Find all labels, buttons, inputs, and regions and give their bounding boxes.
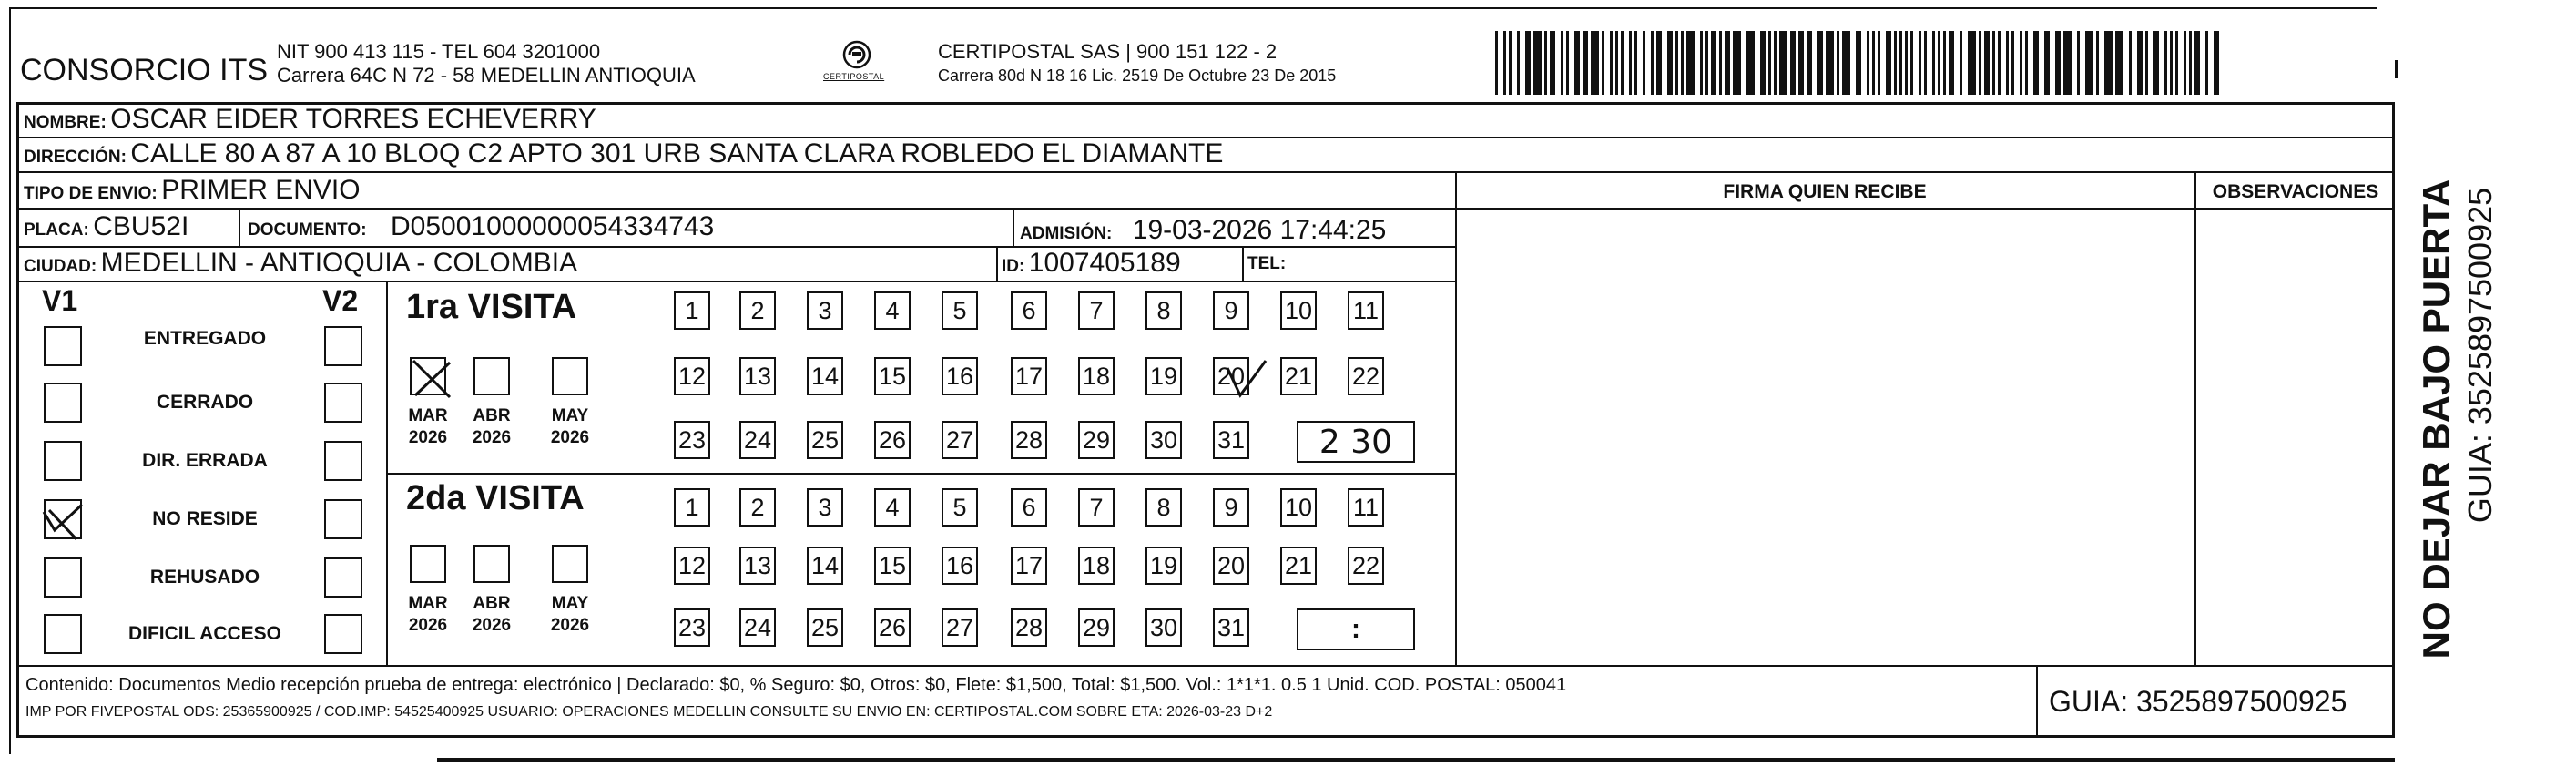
v2-checkbox[interactable] bbox=[324, 441, 362, 481]
carrier-name: CERTIPOSTAL SAS | 900 151 122 - 2 bbox=[938, 40, 1278, 63]
documento-label: DOCUMENTO: bbox=[248, 220, 367, 240]
v2-checkbox[interactable] bbox=[324, 614, 362, 654]
v1-checkbox[interactable] bbox=[44, 326, 82, 366]
mar-first-visit-mark bbox=[410, 357, 453, 405]
tel-label: TEL: bbox=[1247, 254, 1287, 273]
barcode bbox=[1495, 31, 2220, 95]
second-visit-day-box[interactable]: 15 bbox=[874, 547, 911, 585]
row-line-3 bbox=[16, 208, 1455, 210]
first-visit-day-box[interactable]: 6 bbox=[1011, 291, 1047, 330]
v2-checkbox[interactable] bbox=[324, 383, 362, 423]
first-visit-day-box[interactable]: 27 bbox=[942, 421, 978, 459]
month-label: ABR bbox=[473, 406, 511, 425]
first-visit-time: 2 30 bbox=[1319, 423, 1393, 461]
second-visit-title: 2da VISITA bbox=[406, 479, 585, 517]
certipostal-logo-icon bbox=[816, 36, 898, 91]
direccion-value: CALLE 80 A 87 A 10 BLOQ C2 APTO 301 URB SANTA CLARA ROBLEDO EL DIAMANTE bbox=[130, 138, 1224, 169]
placa-divider bbox=[239, 208, 240, 246]
id-row bbox=[1002, 250, 1181, 277]
month-label: MAR bbox=[408, 594, 448, 613]
second-visit-day-box[interactable]: 27 bbox=[942, 608, 978, 647]
v2-checkbox[interactable] bbox=[324, 326, 362, 366]
nombre-row bbox=[24, 106, 596, 133]
second-visit-day-box[interactable]: 22 bbox=[1348, 547, 1384, 585]
second-visit-day-box[interactable]: 9 bbox=[1213, 488, 1249, 527]
v2-header: V2 bbox=[322, 284, 359, 317]
v1-checkbox[interactable] bbox=[44, 557, 82, 598]
second-visit-day-box[interactable]: 19 bbox=[1145, 547, 1182, 585]
company-address: Carrera 64C N 72 - 58 MEDELLIN ANTIOQUIA bbox=[277, 64, 696, 87]
direccion-label: DIRECCIÓN: bbox=[24, 148, 127, 167]
observaciones-column-header: OBSERVACIONES bbox=[2212, 181, 2379, 202]
second-visit-day-box[interactable]: 20 bbox=[1213, 547, 1249, 585]
admision-value: 19-03-2026 17:44:25 bbox=[1132, 215, 1387, 245]
second-visit-day-box[interactable]: 30 bbox=[1145, 608, 1182, 647]
second-visit-month-box[interactable] bbox=[473, 545, 510, 583]
first-visit-month-box[interactable] bbox=[552, 357, 588, 395]
first-visit-day-box[interactable]: 8 bbox=[1145, 291, 1182, 330]
first-visit-day-box[interactable]: 14 bbox=[807, 357, 843, 395]
second-visit-day-box[interactable]: 31 bbox=[1213, 608, 1249, 647]
first-visit-day-box[interactable]: 10 bbox=[1280, 291, 1317, 330]
direccion-row bbox=[24, 140, 1223, 168]
first-visit-day-box[interactable]: 20 bbox=[1213, 357, 1249, 395]
tipo-row bbox=[24, 177, 361, 204]
second-visit-day-box[interactable]: 13 bbox=[739, 547, 776, 585]
nombre-value: OSCAR EIDER TORRES ECHEVERRY bbox=[110, 104, 596, 134]
second-visit-day-box[interactable]: 12 bbox=[674, 547, 710, 585]
second-visit-time: : bbox=[1351, 614, 1360, 644]
first-visit-day-box[interactable]: 31 bbox=[1213, 421, 1249, 459]
first-visit-day-box[interactable]: 19 bbox=[1145, 357, 1182, 395]
second-visit-day-box[interactable]: 7 bbox=[1078, 488, 1115, 527]
first-visit-day-box[interactable]: 15 bbox=[874, 357, 911, 395]
first-visit-day-box[interactable]: 26 bbox=[874, 421, 911, 459]
barcode-icon bbox=[1495, 31, 2220, 95]
second-visit-day-box[interactable]: 14 bbox=[807, 547, 843, 585]
month-year-label: 2026 bbox=[472, 428, 512, 447]
first-visit-day-box[interactable]: 7 bbox=[1078, 291, 1115, 330]
row-line-5 bbox=[16, 281, 1455, 282]
month-label: MAR bbox=[408, 406, 448, 425]
second-visit-day-box[interactable]: 4 bbox=[874, 488, 911, 527]
month-year-label: 2026 bbox=[550, 616, 590, 635]
first-visit-day-box[interactable]: 25 bbox=[807, 421, 843, 459]
first-visit-day-box[interactable]: 3 bbox=[807, 291, 843, 330]
month-label: MAY bbox=[551, 594, 589, 613]
footer-imp-line: IMP POR FIVEPOSTAL ODS: 25365900925 / COD.IMP: 54525400925 USUARIO: OPERACIONES MEDELLIN CONSULTE SU ENVIO EN: CERTIPOSTAL.COM SOBRE ETA: 2026-03-23 D+2 bbox=[25, 704, 1273, 720]
second-visit-day-box[interactable]: 24 bbox=[739, 608, 776, 647]
v1-header: V1 bbox=[42, 284, 78, 317]
first-visit-day-box[interactable]: 5 bbox=[942, 291, 978, 330]
first-visit-day-box[interactable]: 21 bbox=[1280, 357, 1317, 395]
first-visit-day-box[interactable]: 18 bbox=[1078, 357, 1115, 395]
v1-checkbox[interactable] bbox=[44, 383, 82, 423]
side-warning: NO DEJAR BAJO PUERTA bbox=[2415, 179, 2458, 660]
first-visit-day-box[interactable]: 24 bbox=[739, 421, 776, 459]
v1-checkbox[interactable] bbox=[44, 441, 82, 481]
second-visit-day-box[interactable]: 5 bbox=[942, 488, 978, 527]
placa-value: CBU52I bbox=[93, 211, 189, 241]
footer-line bbox=[16, 665, 2395, 667]
id-label: ID: bbox=[1002, 257, 1025, 276]
second-visit-day-box[interactable]: 18 bbox=[1078, 547, 1115, 585]
first-visit-day-box[interactable]: 28 bbox=[1011, 421, 1047, 459]
first-visit-day-box[interactable]: 1 bbox=[674, 291, 710, 330]
second-visit-day-box[interactable]: 11 bbox=[1348, 488, 1384, 527]
tel-divider bbox=[1242, 246, 1244, 281]
first-visit-day-box[interactable]: 16 bbox=[942, 357, 978, 395]
second-visit-day-box[interactable]: 1 bbox=[674, 488, 710, 527]
first-visit-day-box[interactable]: 30 bbox=[1145, 421, 1182, 459]
second-visit-day-box[interactable]: 8 bbox=[1145, 488, 1182, 527]
first-visit-day-box[interactable]: 29 bbox=[1078, 421, 1115, 459]
second-visit-day-box[interactable]: 6 bbox=[1011, 488, 1047, 527]
month-year-label: 2026 bbox=[472, 616, 512, 635]
month-year-label: 2026 bbox=[408, 428, 448, 447]
admision-row bbox=[1020, 217, 1386, 244]
first-visit-day-box[interactable]: 17 bbox=[1011, 357, 1047, 395]
second-visit-day-box[interactable]: 28 bbox=[1011, 608, 1047, 647]
first-visit-day-box[interactable]: 13 bbox=[739, 357, 776, 395]
company-nit-tel: NIT 900 413 115 - TEL 604 3201000 bbox=[277, 40, 601, 63]
second-visit-day-box[interactable]: 10 bbox=[1280, 488, 1317, 527]
status-option-label: DIFICIL ACCESO bbox=[127, 623, 281, 644]
second-visit-day-box[interactable]: 26 bbox=[874, 608, 911, 647]
footer-guia-divider bbox=[2036, 665, 2038, 738]
second-visit-month-box[interactable] bbox=[410, 545, 446, 583]
documento-value: D05001000000054334743 bbox=[391, 211, 715, 241]
tel-row bbox=[1247, 255, 1286, 272]
bottom-edge-line bbox=[437, 758, 2395, 762]
status-option-label: DIR. ERRADA bbox=[142, 450, 268, 471]
footer-guia: GUIA: 3525897500925 bbox=[2049, 685, 2347, 718]
carrier-license: Carrera 80d N 18 16 Lic. 2519 De Octubre 23 De 2015 bbox=[938, 66, 1337, 85]
first-visit-day-box[interactable]: 4 bbox=[874, 291, 911, 330]
status-option-label: CERRADO bbox=[156, 392, 254, 413]
documento-row bbox=[248, 213, 714, 240]
v2-checkbox[interactable] bbox=[324, 557, 362, 598]
firma-column-header: FIRMA QUIEN RECIBE bbox=[1723, 181, 1927, 202]
second-visit-day-box[interactable]: 2 bbox=[739, 488, 776, 527]
firma-column-line bbox=[1455, 171, 1457, 665]
first-visit-day-box[interactable]: 22 bbox=[1348, 357, 1384, 395]
ciudad-label: CIUDAD: bbox=[24, 257, 97, 276]
admision-divider bbox=[1013, 208, 1014, 246]
status-option-label: NO RESIDE bbox=[152, 508, 258, 529]
company-name: CONSORCIO ITS bbox=[20, 53, 269, 87]
status-option-label: REHUSADO bbox=[149, 567, 260, 588]
v1-checkbox[interactable] bbox=[44, 614, 82, 654]
second-visit-day-box[interactable]: 23 bbox=[674, 608, 710, 647]
handwritten-check-icon bbox=[1226, 359, 1268, 403]
tipo-label: TIPO DE ENVIO: bbox=[24, 184, 158, 203]
id-divider bbox=[996, 246, 998, 281]
top-edge-line bbox=[9, 7, 2377, 9]
left-edge-line bbox=[9, 7, 11, 754]
row-line-2 bbox=[16, 171, 2395, 173]
second-visit-day-box[interactable]: 17 bbox=[1011, 547, 1047, 585]
first-visit-day-box[interactable]: 2 bbox=[739, 291, 776, 330]
certipostal-logo bbox=[816, 36, 898, 91]
tipo-value: PRIMER ENVIO bbox=[161, 175, 361, 205]
first-visit-time-box bbox=[1297, 421, 1415, 463]
second-visit-time-box bbox=[1297, 608, 1415, 650]
handwritten-check-icon bbox=[40, 503, 86, 547]
second-visit-day-box[interactable]: 16 bbox=[942, 547, 978, 585]
footer-content-line: Contenido: Documentos Medio recepción prueba de entrega: electrónico | Declarado: $0, % Seguro: $0, Otros: $0, Flete: $1,500, Total: $1,500. Vol.: 1*1*1. 0.5 1 Unid. COD. POSTAL: 050041 bbox=[25, 675, 1567, 695]
first-visit-day-box[interactable]: 12 bbox=[674, 357, 710, 395]
status-option-label: ENTREGADO bbox=[143, 328, 267, 349]
day-20-mark bbox=[1226, 359, 1268, 407]
first-visit-month-box[interactable] bbox=[473, 357, 510, 395]
v2-checkbox[interactable] bbox=[324, 499, 362, 539]
id-value: 1007405189 bbox=[1028, 248, 1181, 278]
ciudad-row bbox=[24, 250, 577, 277]
month-label: ABR bbox=[473, 594, 511, 613]
second-visit-day-box[interactable]: 21 bbox=[1280, 547, 1317, 585]
first-visit-title: 1ra VISITA bbox=[406, 288, 577, 326]
placa-row bbox=[24, 213, 188, 240]
first-visit-day-box[interactable]: 9 bbox=[1213, 291, 1249, 330]
certipostal-logo-text: CERTIPOSTAL bbox=[823, 72, 885, 81]
second-visit-month-box[interactable] bbox=[552, 545, 588, 583]
admision-label: ADMISIÓN: bbox=[1020, 224, 1113, 243]
nombre-label: NOMBRE: bbox=[24, 113, 107, 132]
corner-tick bbox=[2395, 60, 2398, 78]
side-guia: GUIA: 3525897500925 bbox=[2461, 187, 2499, 524]
second-visit-day-box[interactable]: 25 bbox=[807, 608, 843, 647]
second-visit-day-box[interactable]: 29 bbox=[1078, 608, 1115, 647]
ciudad-value: MEDELLIN - ANTIOQUIA - COLOMBIA bbox=[100, 248, 578, 278]
month-label: MAY bbox=[551, 406, 589, 425]
handwritten-x-icon bbox=[410, 357, 453, 401]
placa-label: PLACA: bbox=[24, 220, 89, 240]
column-header-line bbox=[1455, 208, 2395, 210]
observaciones-column-line bbox=[2194, 171, 2196, 665]
first-visit-day-box[interactable]: 11 bbox=[1348, 291, 1384, 330]
month-year-label: 2026 bbox=[550, 428, 590, 447]
first-visit-day-box[interactable]: 23 bbox=[674, 421, 710, 459]
month-year-label: 2026 bbox=[408, 616, 448, 635]
visit-block-middle-line bbox=[386, 473, 1455, 475]
second-visit-day-box[interactable]: 3 bbox=[807, 488, 843, 527]
no-reside-check-mark bbox=[40, 503, 86, 553]
